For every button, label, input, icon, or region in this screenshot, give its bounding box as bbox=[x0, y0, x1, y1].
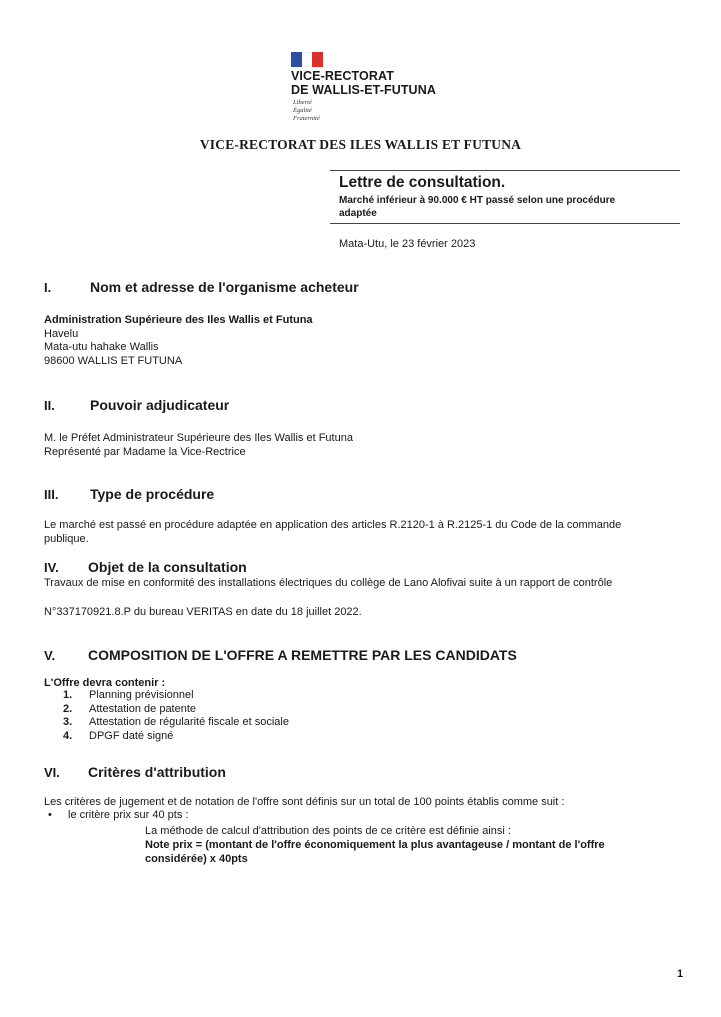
offer-intro: L'Offre devra contenir : bbox=[44, 677, 166, 689]
section-4-title: Objet de la consultation bbox=[88, 559, 247, 575]
motto-liberte: Liberté bbox=[293, 99, 312, 106]
motto-egalite: Égalité bbox=[293, 107, 312, 114]
section-4-line2: N°337170921.8.P du bureau VERITAS en date du 18 juillet 2022. bbox=[44, 606, 362, 618]
list-item-number: 3. bbox=[63, 716, 73, 728]
list-item-text: Attestation de régularité fiscale et sociale bbox=[89, 716, 289, 728]
buyer-address-line2: Mata-utu hahake Wallis bbox=[44, 341, 159, 353]
price-formula bbox=[145, 839, 690, 866]
subtitle-line2: adaptée bbox=[339, 208, 377, 219]
motto-fraternite: Fraternité bbox=[293, 115, 320, 122]
authority-line1: M. le Préfet Administrateur Supérieure des Iles Wallis et Futuna bbox=[44, 432, 353, 444]
logo-name-line2: DE WALLIS-ET-FUTUNA bbox=[291, 83, 436, 97]
formula-line2: considérée) x 40pts bbox=[145, 852, 248, 865]
list-item bbox=[63, 689, 289, 703]
formula-line1: Note prix = (montant de l'offre économiquement la plus avantageuse / montant de l'offre bbox=[145, 839, 605, 851]
list-item bbox=[63, 703, 289, 717]
subtitle-line1: Marché inférieur à 90.000 € HT passé selon une procédure bbox=[339, 195, 616, 206]
section-2-title: Pouvoir adjudicateur bbox=[90, 397, 230, 413]
list-item-text: Attestation de patente bbox=[89, 702, 197, 715]
procedure-line2: publique. bbox=[44, 532, 89, 545]
republic-flag-logo bbox=[291, 52, 323, 67]
section-5-title: COMPOSITION DE L'OFFRE A REMETTRE PAR LES CANDIDATS bbox=[88, 647, 517, 663]
section-6-number: VI. bbox=[44, 765, 60, 780]
document-title: VICE-RECTORAT DES ILES WALLIS ET FUTUNA bbox=[199, 137, 522, 152]
section-6-title: Critères d'attribution bbox=[88, 764, 226, 780]
consultation-subtitle bbox=[339, 194, 679, 220]
list-item bbox=[63, 716, 289, 730]
buyer-name: Administration Supérieure des Iles Wallis et Futuna bbox=[44, 314, 313, 326]
section-4-line1: Travaux de mise en conformité des installations électriques du collège de Lano Alofivai suite à un rapport de contrôle bbox=[44, 577, 613, 589]
criteria-intro: Les critères de jugement et de notation de l'offre sont définis sur un total de 100 points établis comme suit : bbox=[44, 796, 565, 808]
procedure-line1: Le marché est passé en procédure adaptée en application des articles R.2120-1 à R.2125-1 du Code de la commande bbox=[44, 519, 622, 531]
list-item-number: 4. bbox=[63, 729, 73, 742]
list-item-text: Planning prévisionnel bbox=[89, 689, 194, 701]
logo-name bbox=[291, 69, 436, 97]
list-item-number: 2. bbox=[63, 702, 73, 715]
list-item bbox=[63, 730, 289, 744]
section-5-number: V. bbox=[44, 648, 56, 663]
section-4-number: IV. bbox=[44, 560, 59, 575]
price-criterion: le critère prix sur 40 pts : bbox=[68, 809, 189, 821]
document-date: Mata-Utu, le 23 février 2023 bbox=[339, 238, 476, 250]
top-rule bbox=[330, 170, 680, 171]
section-3-title: Type de procédure bbox=[90, 486, 215, 502]
section-2-body bbox=[44, 432, 353, 459]
section-1-title: Nom et adresse de l'organisme acheteur bbox=[90, 279, 359, 295]
bullet-icon: • bbox=[48, 809, 52, 821]
offer-items-list bbox=[63, 689, 289, 743]
authority-line2: Représenté par Madame la Vice-Rectrice bbox=[44, 445, 246, 458]
section-3-number: III. bbox=[44, 487, 59, 502]
buyer-address-line1: Havelu bbox=[44, 327, 79, 340]
buyer-address-line3: 98600 WALLIS ET FUTUNA bbox=[44, 354, 183, 367]
logo-name-line1: VICE-RECTORAT bbox=[291, 69, 394, 83]
republic-motto bbox=[293, 99, 320, 123]
bottom-rule bbox=[330, 223, 680, 224]
calculation-method: La méthode de calcul d'attribution des points de ce critère est définie ainsi : bbox=[145, 825, 511, 837]
section-1-body bbox=[44, 314, 313, 368]
section-3-body bbox=[44, 519, 684, 546]
list-item-number: 1. bbox=[63, 689, 73, 701]
section-2-number: II. bbox=[44, 398, 55, 413]
list-item-text: DPGF daté signé bbox=[89, 729, 174, 742]
page-number: 1 bbox=[677, 968, 684, 980]
consultation-title: Lettre de consultation. bbox=[339, 174, 506, 191]
section-1-number: I. bbox=[44, 280, 52, 295]
